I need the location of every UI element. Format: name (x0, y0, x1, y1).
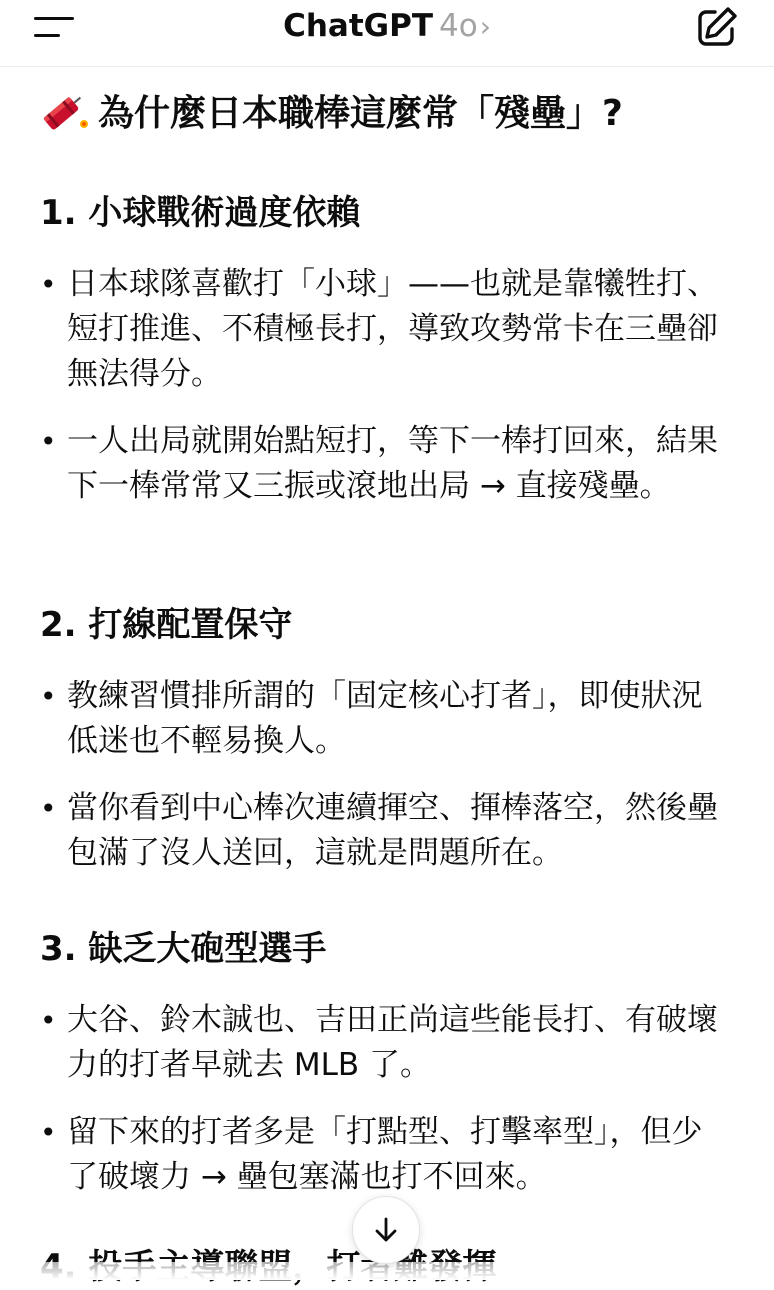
arrow-down-icon (371, 1215, 401, 1245)
section-title: 1. 小球戰術過度依賴 (40, 193, 361, 233)
list-item-text: 日本球隊喜歡打「小球」——也就是靠犧牲打、短打推進、不積極長打，導致攻勢常卡在三壘卻無法得分。 (67, 266, 718, 392)
bullet-dot: • (40, 1116, 57, 1149)
list-item (40, 262, 740, 397)
scroll-to-bottom-button[interactable] (352, 1196, 420, 1264)
message-heading (40, 90, 623, 138)
list-item-text: 當你看到中心棒次連續揮空、揮棒落空，然後壘包滿了沒人送回，這就是問題所在。 (67, 790, 718, 871)
app-title: ChatGPT (283, 8, 433, 44)
bullet-dot: • (40, 268, 57, 301)
section-title: 3. 缺乏大砲型選手 (40, 929, 327, 969)
bullet-dot: • (40, 792, 57, 825)
list-item (40, 786, 740, 876)
bottom-fade (0, 1262, 774, 1280)
list-item-text: 大谷、鈴木誠也、吉田正尚這些能長打、有破壞力的打者早就去 MLB 了。 (67, 1002, 718, 1083)
list-item (40, 1110, 740, 1200)
list-item-text: 教練習慣排所謂的「固定核心打者」，即使狀況低迷也不輕易換人。 (67, 678, 703, 759)
model-selector[interactable] (0, 4, 774, 49)
section-title: 2. 打線配置保守 (40, 605, 293, 645)
list-item-text: 一人出局就開始點短打，等下一棒打回來，結果下一棒常常又三振或滾地出局 → 直接殘壘。 (67, 423, 718, 504)
heading-text: 為什麼日本職棒這麼常「殘壘」? (98, 93, 623, 134)
model-name: 4o (438, 8, 478, 44)
chevron-right-icon: › (479, 10, 491, 43)
bullet-dot: • (40, 680, 57, 713)
list-item (40, 419, 740, 509)
firecracker-icon (40, 91, 92, 131)
bullet-dot: • (40, 1004, 57, 1037)
compose-icon[interactable] (694, 4, 740, 50)
list-item (40, 674, 740, 764)
bullet-dot: • (40, 425, 57, 458)
top-bar (0, 0, 774, 67)
list-item-text: 留下來的打者多是「打點型、打擊率型」，但少了破壞力 → 壘包塞滿也打不回來。 (67, 1114, 703, 1195)
list-item (40, 998, 740, 1088)
